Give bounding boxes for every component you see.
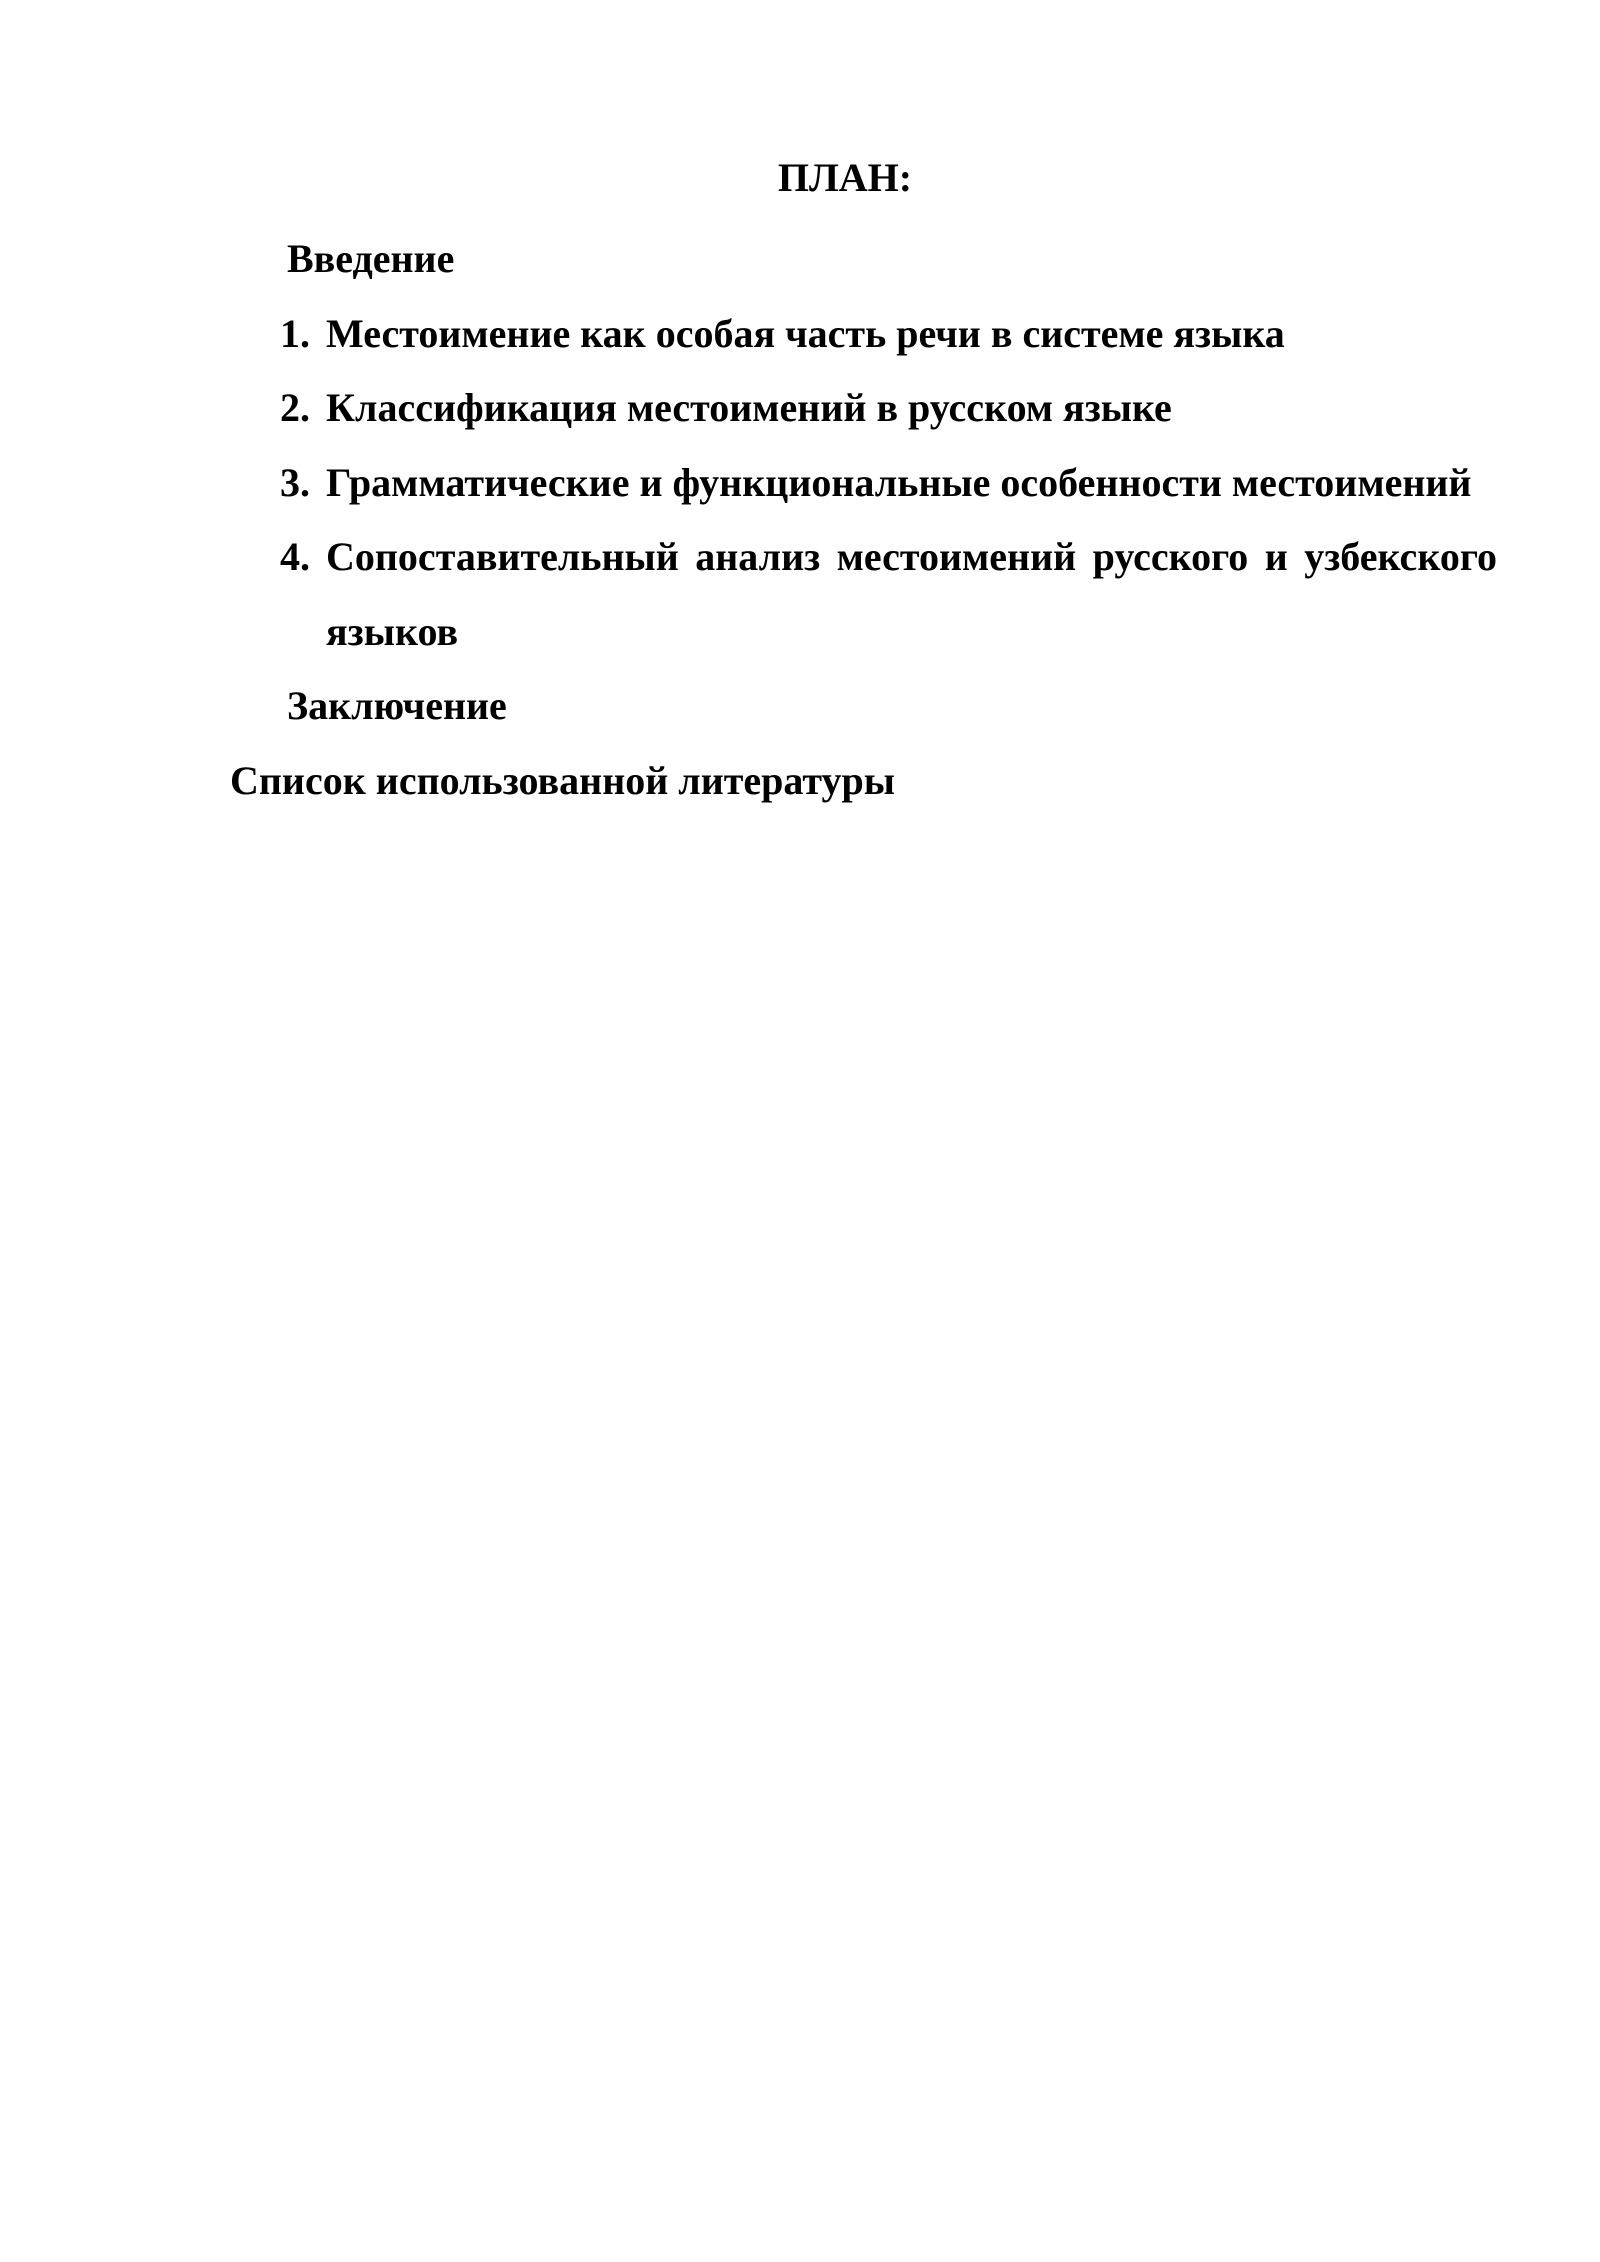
item-text: Классификация местоимений в русском языке [326,385,1172,430]
item-number: 2. [280,385,310,430]
item-text: Сопоставительный анализ местоимений русского и узбекского языков [326,534,1497,654]
plan-outline [230,222,1497,818]
item-number: 3. [280,459,310,505]
introduction-heading: Введение [287,236,455,281]
outline-list [230,297,1497,670]
outline-item-2 [230,371,1497,446]
item-text: Местоимение как особая часть речи в системе языка [326,310,1285,356]
item-number: 1. [280,310,310,356]
page-title: ПЛАН: [777,155,913,200]
outline-item-4 [230,520,1497,669]
conclusion-heading: Заключение [287,683,507,728]
outline-item-1 [230,297,1497,372]
item-number: 4. [280,534,310,579]
outline-item-3 [230,446,1497,521]
references-heading: Список использованной литературы [230,757,895,803]
item-text: Грамматические и функциональные особенности местоимений [326,459,1472,505]
